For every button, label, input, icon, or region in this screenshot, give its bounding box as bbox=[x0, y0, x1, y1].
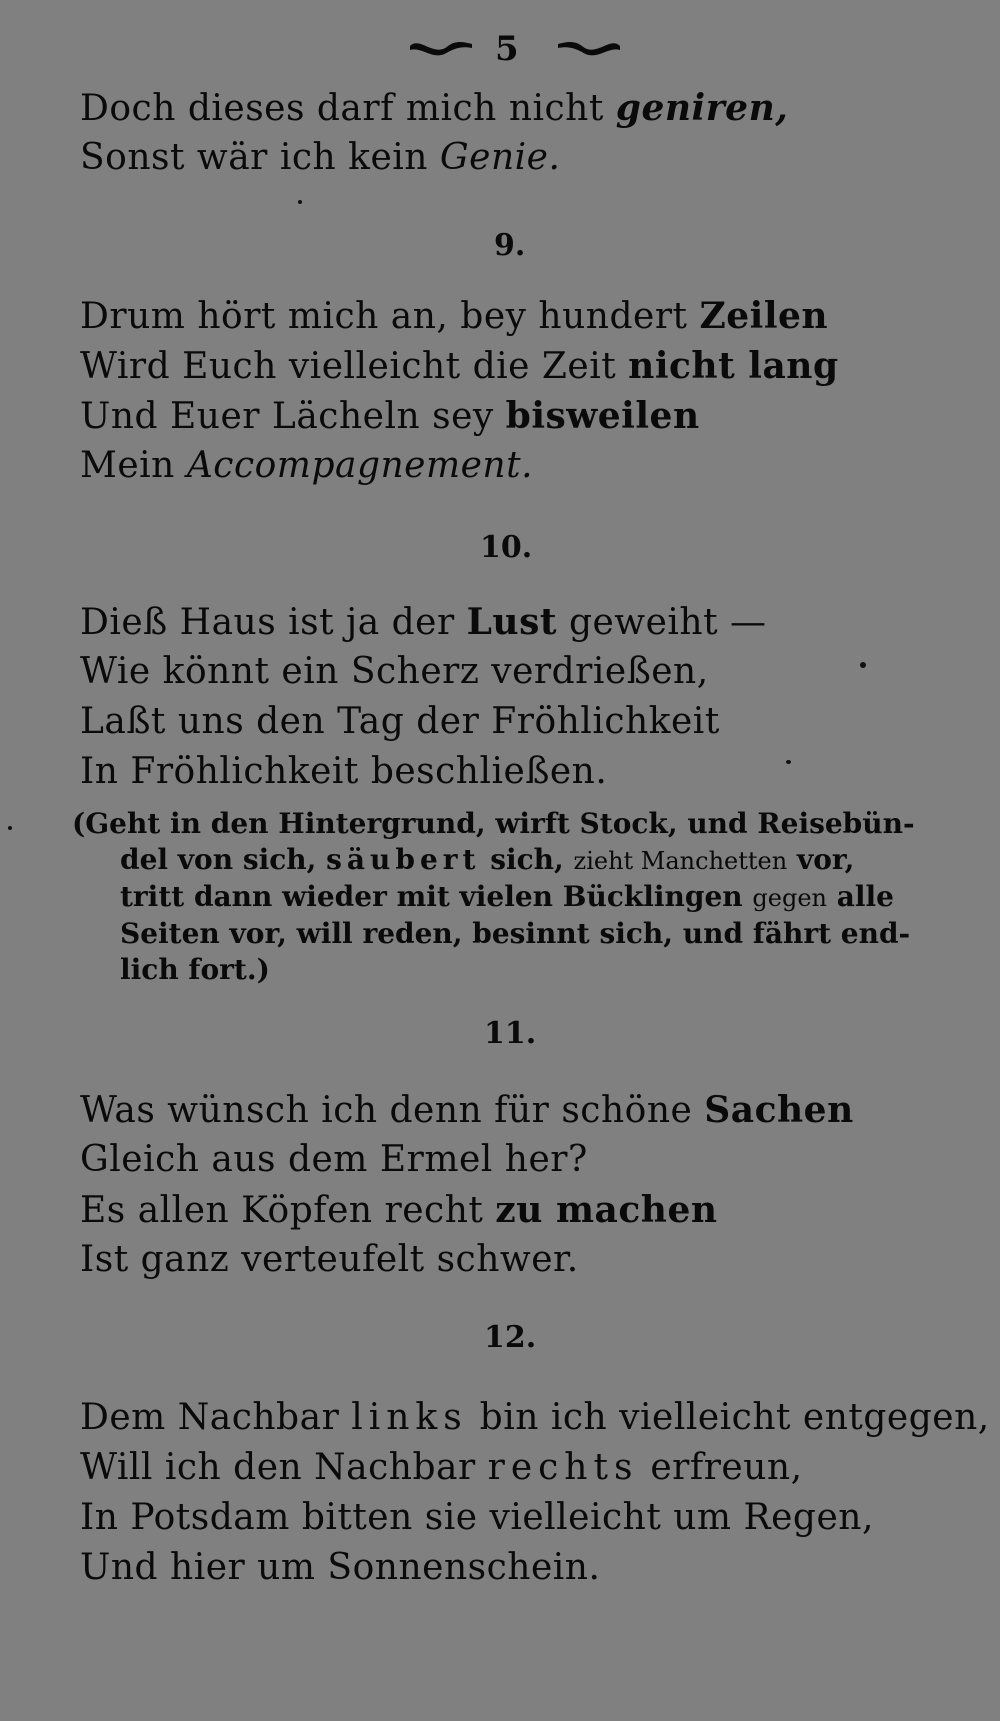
stage-direction-line: tritt dann wieder mit vielen Bücklingen gegen alle bbox=[120, 880, 894, 913]
verse-text: Und hier um Sonnenschein. bbox=[80, 1547, 601, 1588]
verse-text: Und Euer Lächeln sey bbox=[80, 396, 506, 437]
verse-emphasis: Genie. bbox=[439, 137, 561, 178]
verse-line bbox=[80, 444, 533, 488]
stage-direction-line: del von sich, säubert sich, zieht Manchetten vor, bbox=[120, 843, 855, 876]
verse-emphasis: links bbox=[351, 1397, 468, 1438]
verse-line bbox=[80, 1138, 588, 1182]
verse-line bbox=[80, 1188, 718, 1233]
stanza-number: 9. bbox=[494, 228, 526, 263]
ink-speck bbox=[298, 200, 302, 204]
stanza-number: 10. bbox=[480, 530, 533, 565]
verse-text: Wie könnt ein Scherz verdrießen, bbox=[80, 651, 709, 692]
verse-text: Doch dieses darf mich nicht bbox=[80, 88, 616, 129]
verse-emphasis: bisweilen bbox=[505, 395, 700, 437]
verse-emphasis: nicht lang bbox=[628, 345, 839, 387]
verse-emphasis: zu machen bbox=[495, 1189, 718, 1231]
verse-line bbox=[80, 1496, 874, 1540]
verse-line bbox=[80, 750, 607, 794]
verse-text: Was wünsch ich denn für schöne bbox=[80, 1090, 705, 1131]
verse-line bbox=[80, 344, 839, 389]
page-number: 5 bbox=[495, 29, 519, 69]
verse-line bbox=[80, 1546, 600, 1590]
stage-direction-line: (Geht in den Hintergrund, wirft Stock, und Reisebün- bbox=[72, 807, 915, 840]
verse-text: geweiht — bbox=[557, 602, 767, 643]
verse-line bbox=[80, 700, 720, 744]
verse-emphasis: geniren, bbox=[615, 87, 789, 129]
verse-text: bin ich vielleicht entgegen, bbox=[467, 1397, 990, 1438]
stage-direction bbox=[72, 806, 952, 988]
verse-text: erfreun, bbox=[638, 1447, 803, 1488]
verse-line bbox=[80, 394, 700, 439]
verse-text: Will ich den Nachbar bbox=[80, 1447, 488, 1488]
verse-text: Dieß Haus ist ja der bbox=[80, 602, 467, 643]
verse-text: Ist ganz verteufelt schwer. bbox=[80, 1239, 579, 1280]
verse-text: Laßt uns den Tag der Fröhlichkeit bbox=[80, 701, 720, 742]
ink-speck bbox=[786, 760, 791, 764]
stanza-number: 12. bbox=[484, 1320, 537, 1355]
ink-speck bbox=[860, 662, 866, 668]
verse-line bbox=[80, 294, 828, 339]
verse-emphasis: Lust bbox=[466, 601, 557, 643]
ink-speck bbox=[8, 826, 12, 830]
left-flourish-ornament bbox=[408, 32, 474, 62]
verse-text: In Fröhlichkeit beschließen. bbox=[80, 751, 608, 792]
page-header bbox=[0, 12, 1000, 72]
verse-text: Drum hört mich an, bey hundert bbox=[80, 296, 700, 337]
verse-emphasis: Sachen bbox=[704, 1089, 854, 1131]
verse-text: In Potsdam bitten sie vielleicht um Regen, bbox=[80, 1497, 874, 1538]
verse-line bbox=[80, 86, 788, 131]
verse-line bbox=[80, 1446, 803, 1490]
right-flourish-ornament bbox=[556, 32, 622, 62]
verse-emphasis: Accompagnement. bbox=[186, 445, 534, 486]
verse-text: Mein bbox=[80, 445, 187, 486]
verse-text: Dem Nachbar bbox=[80, 1397, 352, 1438]
verse-emphasis: rechts bbox=[487, 1447, 639, 1488]
verse-text: Es allen Köpfen recht bbox=[80, 1190, 496, 1231]
stage-direction-line: Seiten vor, will reden, besinnt sich, und fährt end- bbox=[120, 917, 911, 950]
stage-direction-line: lich fort.) bbox=[120, 953, 270, 986]
verse-text: Sonst wär ich kein bbox=[80, 137, 440, 178]
verse-line bbox=[80, 1396, 990, 1440]
verse-emphasis: Zeilen bbox=[699, 295, 829, 337]
verse-text: Wird Euch vielleicht die Zeit bbox=[80, 346, 629, 387]
verse-line bbox=[80, 650, 709, 694]
stanza-number: 11. bbox=[484, 1016, 537, 1051]
verse-line bbox=[80, 1088, 854, 1133]
verse-line bbox=[80, 600, 767, 645]
verse-line bbox=[80, 136, 560, 180]
verse-line bbox=[80, 1238, 579, 1282]
verse-text: Gleich aus dem Ermel her? bbox=[80, 1139, 588, 1180]
